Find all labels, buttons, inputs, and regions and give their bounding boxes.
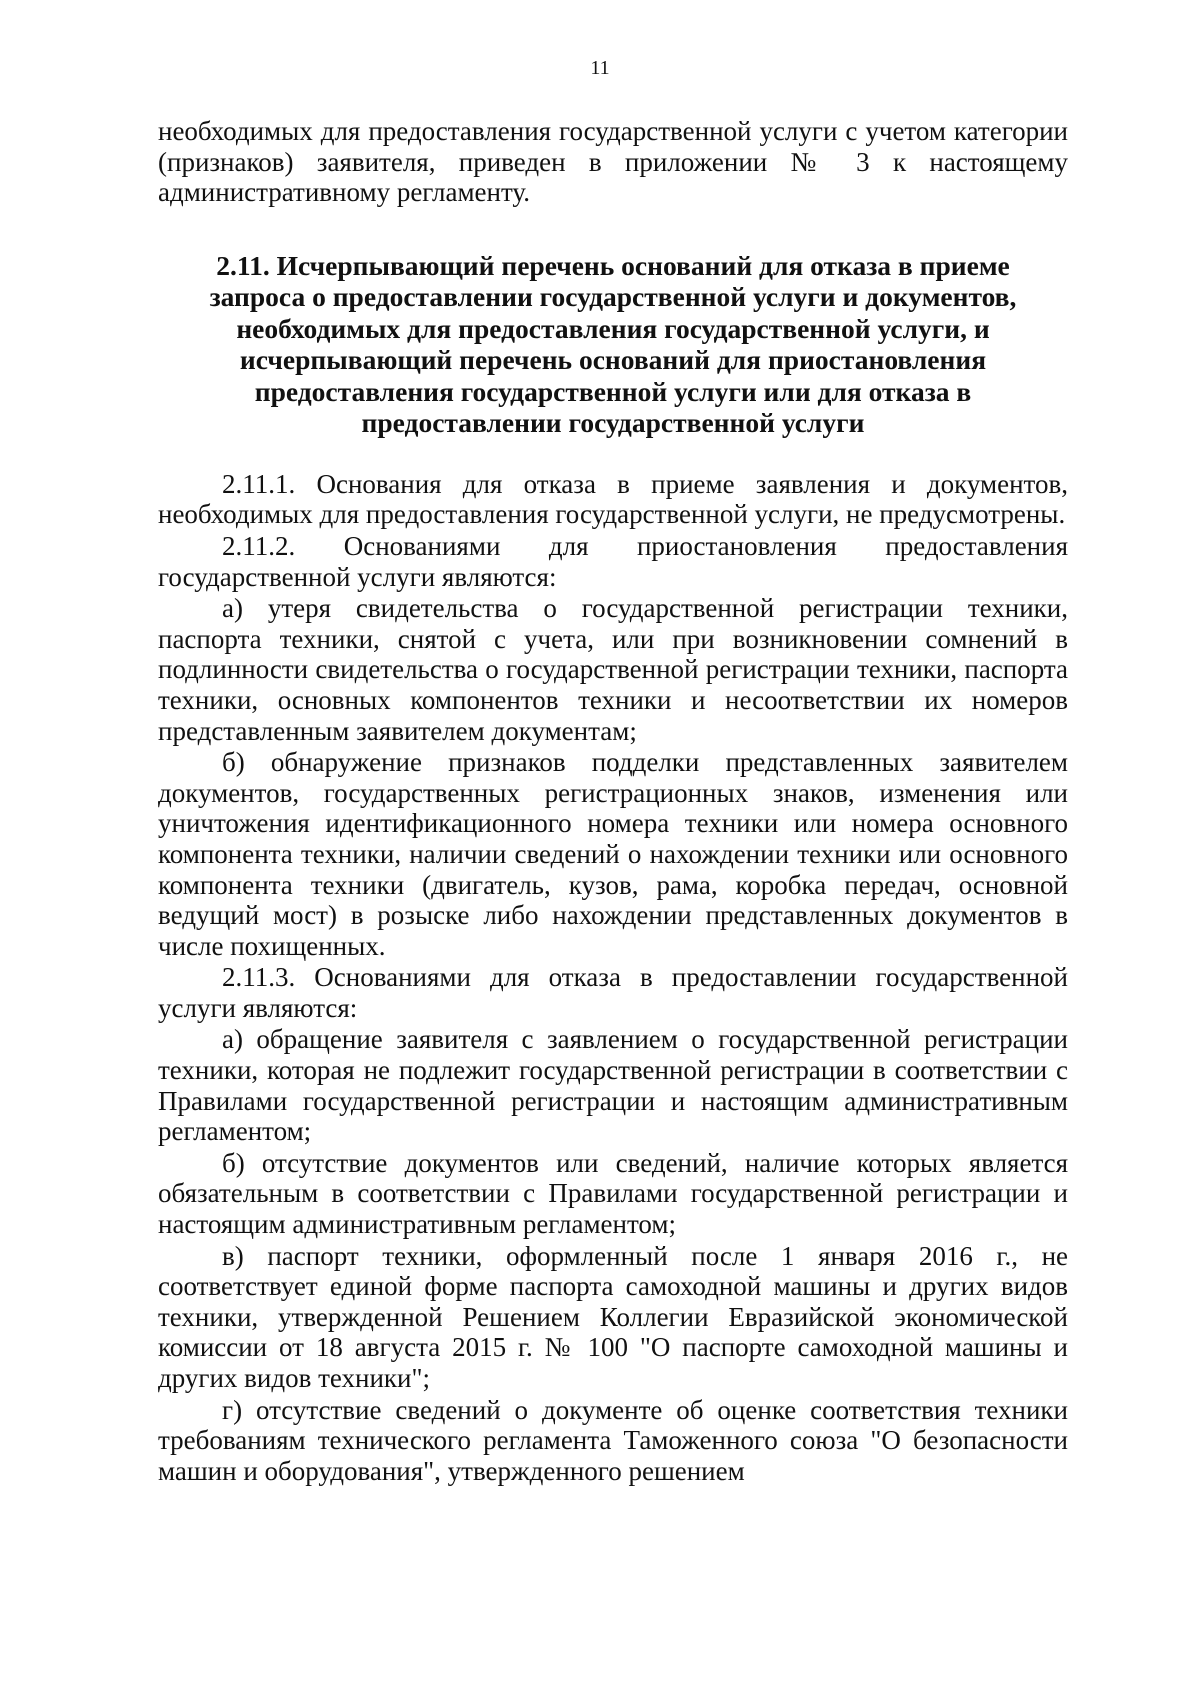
document-body (158, 116, 1068, 1486)
page-number: 11 (590, 57, 610, 79)
section-heading: 2.11. Исчерпывающий перечень оснований для отказа в приеме запроса о предоставлении государственной услуги и документов, необходимых для предоставления государственной услуги, и исчерпывающий перечень оснований для приостановления предоставления государственной услуги или для отказа в предоставлении государственной услуги (209, 249, 1017, 439)
clause-2-11-3-b: б) отсутствие документов или сведений, наличие которых является обязательным в соответствии с Правилами государственной регистрации и настоящим административным регламентом; (158, 1147, 1068, 1240)
clause-2-11-3-g: г) отсутствие сведений о документе об оценке соответствия техники требованиям технического регламента Таможенного союза "О безопасности машин и оборудования", утвержденного решением (158, 1394, 1068, 1486)
clause-2-11-2-b: б) обнаружение признаков подделки представленных заявителем документов, государственных регистрационных знаков, изменения или уничтожения идентификационного номера техники или номера основного компонента техники, наличии сведений о нахождении техники или основного компонента техники (двигатель, кузов, рама, коробка передач, основной ведущий мост) в розыске либо нахождении представленных документов в числе похищенных. (158, 747, 1068, 961)
clause-2-11-1: 2.11.1. Основания для отказа в приеме заявления и документов, необходимых для предоставления государственной услуги, не предусмотрены. (158, 468, 1068, 530)
clause-2-11-3-a: а) обращение заявителя с заявлением о государственной регистрации техники, которая не подлежит государственной регистрации в соответствии с Правилами государственной регистрации и настоящим административным регламентом; (158, 1024, 1068, 1147)
clause-2-11-3: 2.11.3. Основаниями для отказа в предоставлении государственной услуги являются: (158, 962, 1068, 1023)
clause-2-11-3-v: в) паспорт техники, оформленный после 1 января 2016 г., не соответствует единой форме паспорта самоходной машины и других видов техники, утвержденной Решением Коллегии Евразийской экономической комиссии от 18 августа 2015 г. № 100 "О паспорте самоходной машины и других видов техники"; (158, 1240, 1068, 1393)
clause-2-11-2-a: а) утеря свидетельства о государственной регистрации техники, паспорта техники, снятой с учета, или при возникновении сомнений в подлинности свидетельства о государственной регистрации техники, паспорта техники, основных компонентов техники и несоответствии их номеров представленным заявителем документам; (158, 593, 1068, 746)
intro-paragraph: необходимых для предоставления государственной услуги с учетом категории (признаков) заявителя, приведен в приложении № 3 к настоящему административному регламенту. (158, 116, 1068, 208)
clause-2-11-2: 2.11.2. Основаниями для приостановления предоставления государственной услуги являются: (158, 530, 1068, 592)
